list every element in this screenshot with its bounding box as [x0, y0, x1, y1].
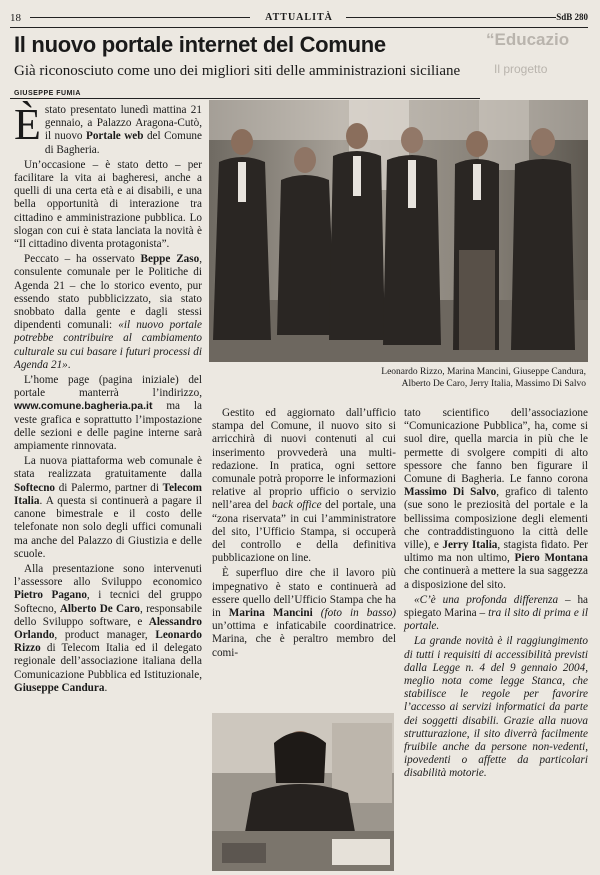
bleed-text-2: Il progetto: [494, 62, 548, 76]
headline: Il nuovo portale internet del Comune: [14, 32, 386, 57]
page-number: 18: [10, 12, 21, 24]
head-rule-right: [346, 17, 556, 18]
head-rule-bottom: [10, 27, 588, 28]
portrait-photo: [212, 713, 394, 871]
photo-caption-line-2: Alberto De Caro, Jerry Italia, Massimo Di Salvo: [401, 379, 586, 389]
head-rule-left: [30, 17, 250, 18]
subheadline: Già riconosciuto come uno dei migliori siti delle amministrazioni siciliane: [14, 63, 461, 79]
group-photo-image: [209, 100, 588, 362]
section-name: ATTUALITÀ: [265, 12, 333, 23]
group-photo: [209, 100, 588, 362]
byline: GIUSEPPE FUMIA: [14, 90, 81, 97]
byline-rule: [10, 98, 480, 99]
photo-caption-line-1: Leonardo Rizzo, Marina Mancini, Giuseppe Candura,: [381, 367, 586, 377]
portrait-photo-image: [212, 713, 394, 871]
magazine-issue: SdB 280: [556, 12, 588, 22]
running-head: [10, 12, 588, 26]
article-column-1: Èstato presentato lunedì mattina 21 gennaio, a Palazzo Aragona-Cutò, il nuovo Portale web del Comune di Bagheria. Un’occasione – è stato detto – per facilitare la vita ai bagheresi, anche a quelli di una certa età e ai disabili, e una bella opportunità di interazione tra cittadino e amministrazione pubblica. Lo slogan con cui è stata lanciata la novità è “Il cittadino diventa protagonista”. Peccato – ha osservato Beppe Zaso, consulente comunale per le Politiche di Agenda 21 – che lo storico evento, pur essendo stato pubblicizzato, sia stato snobbato dalla gente e dagli stessi dipendenti comunali: «il nuovo portale potrebbe contribuire al cambiamento culturale su cui basare i futuri processi di Agenda 21». L’home page (pagina iniziale) del portale manterrà l’indirizzo, www.comune.bagheria.pa.it ma la veste grafica e soprattutto l’impostazione delle sezioni e delle pagine interne sarà ampiamente rinnovata. La nuova piattaforma web comunale è stata realizzata gratuitamente dalla Softecno di Palermo, partner di Telecom Italia. A questa si continuerà a pagare il canone bimestrale e il costo delle telefonate non solo degli uffici comunali ma anche del Palazzo di Giustizia e delle scuole. Alla presentazione sono intervenuti l’assessore allo Sviluppo economico Pietro Pagano, i tecnici del gruppo Softecno, Alberto De Caro, responsabile dello Sviluppo software, e Alessandro Orlando, product manager, Leonardo Rizzo di Telecom Italia ed il delegato regionale dell’associazione italiana della Comunicazione Pubblica ed Istituzionale, Giuseppe Candura.: [14, 100, 202, 694]
article-column-2: Gestito ed aggiornato dall’ufficio stampa del Comune, il nuovo sito si arricchirà di nuovi contenuti al cui inserimento provvederà una multi-redazione. In pratica, ogni settore comunale potrà proporre le informazioni relative al proprio ufficio o servizio nell’area del back office del portale, una “zona riservata” in cui l’amministratore del sito, l’Ufficio Stampa, si occuperà del controllo e della definitiva pubblicazione on line. È superfluo dire che il lavoro più impegnativo è stato e continuerà ad essere quello dell’Ufficio Stampa che ha in Marina Mancini (foto in basso) un’ottima e infaticabile coordinatrice. Marina, che è peraltro membro del comi-: [212, 407, 397, 659]
article-column-3: tato scientifico dell’associazione “Comunicazione Pubblica”, ha, come si suol dire, quella marcia in più che le permette di svolgere compiti di alto spessore che fanno ben figurare il Comune di Bagheria. Le fanno corona Massimo Di Salvo, grafico di talento (sue sono le preziosità del portale e la bellissima composizione degli elementi che contraddistinguono la città delle ville), e Jerry Italia, stagista fidato. Per ultimo ma non ultimo, Piero Montana che continuerà a mettere la sua saggezza a disposizione del sito. «C’è una profonda differenza – ha spiegato Marina – tra il sito di prima e il portale. La grande novità è il raggiungimento di tutti i requisiti di accessibilità previsti dalla Legge n. 4 del 9 gennaio 2004, meglio nota come legge Stanca, che stabilisce le regole per favorire l’accesso ai servizi informatici da parte dei soggetti disabili. Grazie alla nuova strutturazione, il sito diverrà facilmente fruibile anche da persone non-vedenti, ipovedenti o affette da particolari disabilità motorie.: [404, 407, 588, 780]
photo-caption: [300, 366, 586, 390]
bleed-text-1: “Educazio: [486, 30, 570, 49]
